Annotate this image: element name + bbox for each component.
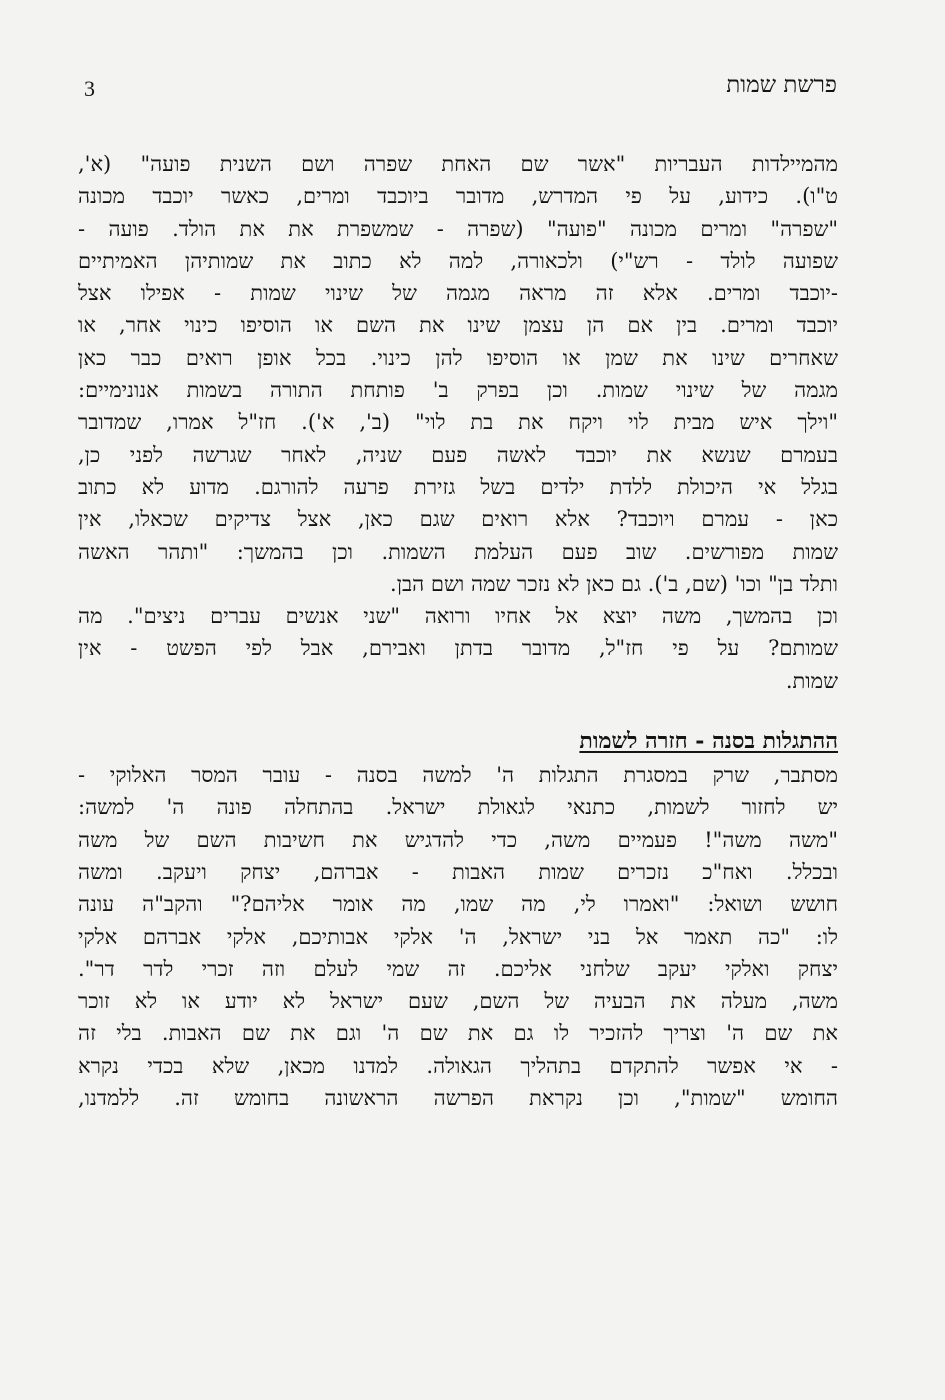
section-heading: ההתגלות בסנה - חזרה לשמות <box>579 728 838 755</box>
text-line: שמות. <box>785 668 838 693</box>
paragraph-2 <box>78 600 838 697</box>
text-line: שמות מפורשים. שוב פעם העלמת השמות. וכן בהמשך: "ותהר האשה <box>78 539 838 564</box>
text-line: משה, מעלה את הבעיה של השם, שעם ישראל לא יודע או לא זוכר <box>78 989 838 1014</box>
text-line: בעמרם שנשא את יוכבד לאשה פעם שניה, לאחר שגרשה לפני כן, <box>78 442 838 467</box>
running-header <box>70 70 837 110</box>
text-line: ותלד בן" וכו' (שם, ב'). גם כאן לא נזכר שמה ושם הבן. <box>390 571 838 596</box>
section-gap <box>78 697 838 723</box>
text-line: מגמה של שינוי שמות. וכן בפרק ב' פותחת התורה בשמות אנונימיים: <box>78 378 838 403</box>
text-line: שמותם? על פי חז"ל, מדובר בדתן ואבירם, אבל לפי הפשט - אין <box>78 636 838 661</box>
text-line: את שם ה' וצריך להזכיר לו גם את שם ה' וגם את שם האבות. בלי זה <box>78 1021 838 1046</box>
text-line: "משה משה"! פעמיים משה, כדי להדגיש את חשיבות השם של משה <box>78 827 838 852</box>
text-line: שפועה לולד - רש"י) ולכאורה, למה לא כתוב את שמותיהן האמיתיים <box>78 248 838 273</box>
text-line: וכן בהמשך, משה יוצא אל אחיו ורואה "שני אנשים עברים ניצים". מה <box>78 604 838 629</box>
text-line: -יוכבד ומרים. אלא זה מראה מגמה של שינוי שמות - אפילו אצל <box>78 281 838 306</box>
paragraph-3 <box>78 759 838 1114</box>
text-line: "וילך איש מבית לוי ויקח את בת לוי" (ב', א'). חז"ל אמרו, שמדובר <box>78 410 838 435</box>
text-line: מהמיילדות העבריות "אשר שם האחת שפרה ושם השנית פועה" (א', <box>78 152 838 176</box>
section-name: פרשת שמות <box>726 72 837 98</box>
text-line: - אי אפשר להתקדם בתהליך הגאולה. למדנו מכאן, שלא בכדי נקרא <box>78 1053 838 1078</box>
text-line: ט"ו). כידוע, על פי המדרש, מדובר ביוכבד ומרים, כאשר יוכבד מכונה <box>78 184 838 209</box>
body-text <box>78 148 838 1114</box>
text-line: לו: "כה תאמר אל בני ישראל, ה' אלקי אבותיכם, אלקי אברהם אלקי <box>78 924 838 949</box>
text-line: ובכלל. ואח"כ נזכרים שמות האבות - אברהם, יצחק ויעקב. ומשה <box>78 859 838 884</box>
text-line: יצחק ואלקי יעקב שלחני אליכם. זה שמי לעלם וזה זכרי לדר דר". <box>78 956 838 981</box>
text-line: בגלל אי היכולת ללדת ילדים בשל גזירת פרעה להורגם. מדוע לא כתוב <box>78 474 838 499</box>
text-line: "שפרה" ומרים מכונה "פועה" (שפרה - שמשפרת את את הולד. פועה - <box>78 216 838 241</box>
paragraph-1 <box>78 148 838 600</box>
text-line: כאן - עמרם ויוכבד? אלא רואים שגם כאן, אצל צדיקים שכאלו, אין <box>78 507 838 532</box>
text-line: יש לחזור לשמות, כתנאי לגאולת ישראל. בהתחלה פונה ה' למשה: <box>78 795 838 820</box>
text-line: חושש ושואל: "ואמרו לי, מה שמו, מה אומר אליהם?" והקב"ה עונה <box>78 892 838 917</box>
text-line: החומש "שמות", וכן נקראת הפרשה הראשונה בחומש זה. ללמדנו, <box>78 1086 838 1111</box>
text-line: יוכבד ומרים. בין אם הן עצמן שינו את השם או הוסיפו כינוי אחר, או <box>78 313 838 338</box>
text-line: שאחרים שינו את שמן או הוסיפו להן כינוי. בכל אופן רואים כבר כאן <box>78 345 838 370</box>
text-line: מסתבר, שרק במסגרת התגלות ה' למשה בסנה - עובר המסר האלוקי - <box>78 763 838 788</box>
page-number: 3 <box>84 76 95 101</box>
